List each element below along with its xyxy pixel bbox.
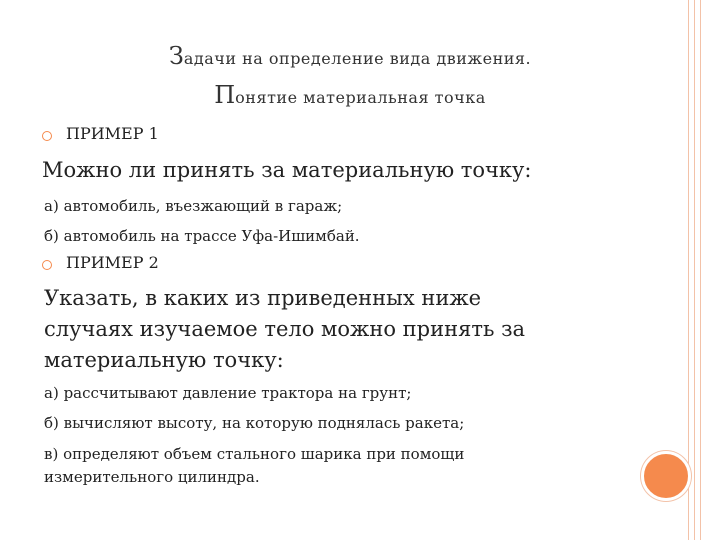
- slide-right-border: [684, 0, 720, 540]
- example-1-item-b: б) автомобиль на трассе Уфа-Ишимбай.: [44, 227, 360, 245]
- border-line: [688, 0, 689, 540]
- bullet-icon: [42, 131, 52, 141]
- border-line: [694, 0, 695, 540]
- example-1-label: ПРИМЕР 1: [66, 124, 159, 143]
- border-line: [700, 0, 701, 540]
- example-2-item-b: б) вычисляют высоту, на которую поднялась ракета;: [44, 414, 465, 432]
- example-2-item-a: а) рассчитывают давление трактора на грунт;: [44, 384, 412, 402]
- example-2-label: ПРИМЕР 2: [66, 253, 159, 272]
- decorative-circle: [641, 451, 691, 501]
- example-1-question: Можно ли принять за материальную точку:: [42, 158, 532, 182]
- slide-title: [40, 38, 660, 116]
- title-line-1: Задачи на определение вида движения.: [168, 42, 532, 70]
- title-line-2: Понятие материальная точка: [214, 81, 486, 109]
- example-2-question-line-2: случаях изучаемое тело можно принять за: [44, 317, 526, 341]
- example-1-item-a: а) автомобиль, въезжающий в гараж;: [44, 197, 343, 215]
- example-2-item-c: в) определяют объем стального шарика при помощи: [44, 445, 465, 463]
- example-2-item-c-continued: измерительного цилиндра.: [44, 468, 260, 486]
- example-2-question-line-3: материальную точку:: [44, 348, 284, 372]
- bullet-icon: [42, 260, 52, 270]
- example-2-question-line-1: Указать, в каких из приведенных ниже: [44, 286, 482, 310]
